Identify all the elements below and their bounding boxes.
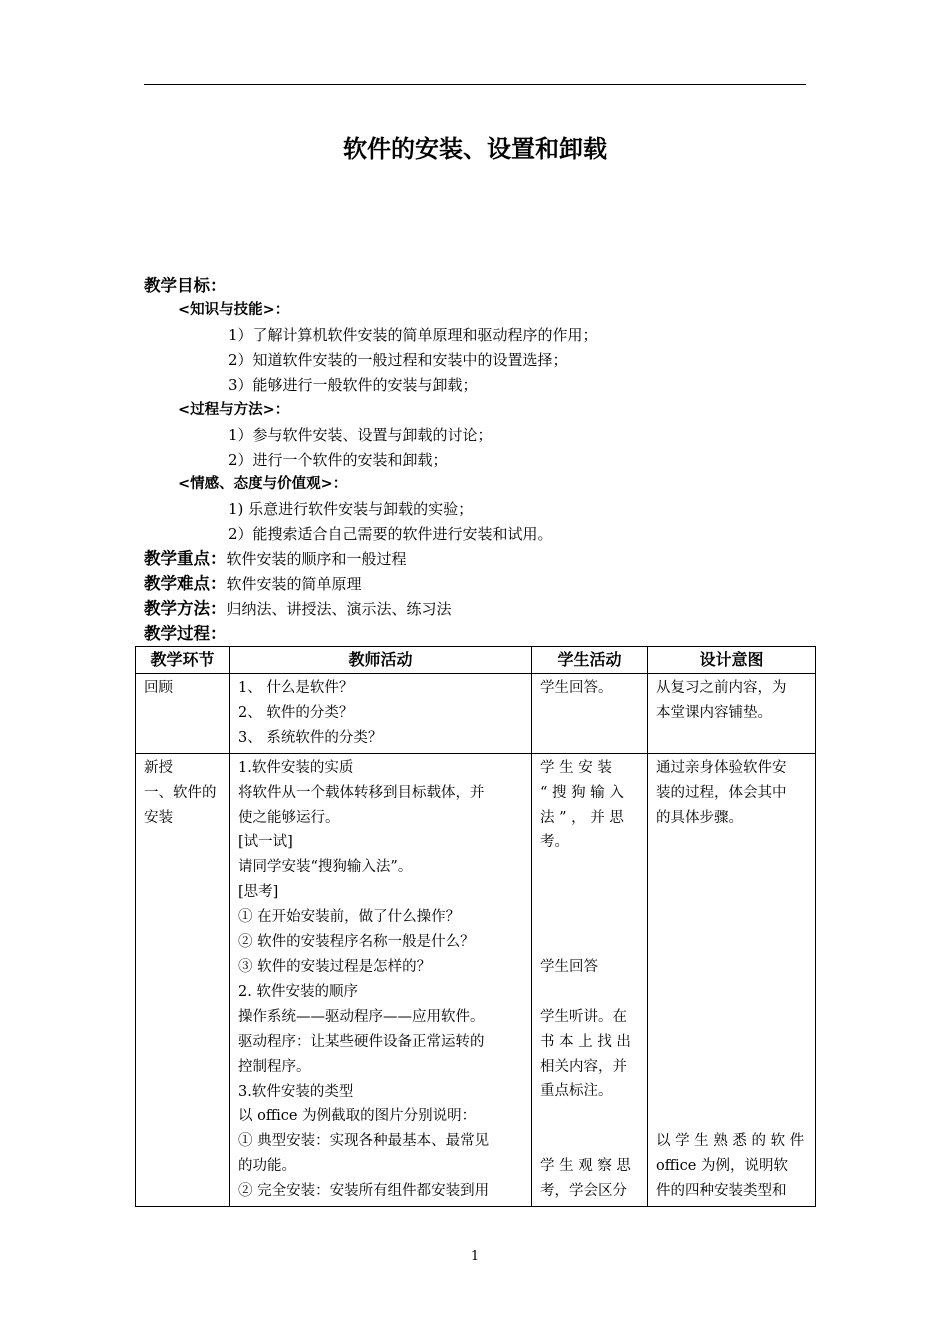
objective-item: 2）能搜索适合自己需要的软件进行安装和试用。 — [228, 525, 553, 543]
process-heading: 教学过程： — [144, 624, 227, 643]
objective-item: 3）能够进行一般软件的安装与卸载； — [228, 376, 478, 394]
table-row-new — [136, 753, 816, 1206]
teacher-line: [思考] — [238, 884, 279, 901]
intent-line: 装的过程，体会其中 — [656, 784, 787, 801]
column-header: 设计意图 — [648, 647, 816, 674]
teacher-line: 1.软件安装的实质 — [238, 759, 354, 776]
document-title: 软件的安装、设置和卸载 — [343, 135, 607, 163]
stage-cell — [136, 674, 230, 754]
student-line: 考，学会区分 — [540, 1183, 627, 1200]
teacher-line: 将软件从一个载体转移到目标载体，并 — [238, 784, 485, 801]
objective-item: 1）参与软件安装、设置与卸载的讨论； — [228, 426, 493, 444]
column-header: 学生活动 — [532, 647, 648, 674]
objective-item: 1）了解计算机软件安装的简单原理和驱动程序的作用； — [228, 326, 598, 344]
student-line: 学生回答。 — [540, 680, 613, 696]
column-header: 教师活动 — [230, 647, 532, 674]
method — [144, 597, 452, 621]
teacher-line: 3.软件安装的类型 — [238, 1083, 354, 1100]
teacher-line: ② 完全安装：安装所有组件都安装到用 — [238, 1183, 490, 1200]
objective-item: 2）知道软件安装的一般过程和安装中的设置选择； — [228, 351, 568, 369]
student-line: 学生回答 — [540, 958, 598, 975]
header-rule — [144, 84, 806, 85]
difficulty — [144, 572, 362, 596]
stage-text: 回顾 — [144, 680, 173, 696]
intent-line: 的具体步骤。 — [656, 809, 743, 826]
teacher-line: [试一试] — [238, 834, 293, 851]
objective-item: 2）进行一个软件的安装和卸载； — [228, 451, 448, 469]
teacher-line: 1、 什么是软件？ — [238, 680, 354, 696]
column-header: 教学环节 — [136, 647, 230, 674]
teacher-line: 2、 软件的分类？ — [238, 704, 354, 721]
teacher-line: 操作系统——驱动程序——应用软件。 — [238, 1008, 485, 1025]
teacher-cell — [230, 674, 532, 754]
teacher-line: 控制程序。 — [238, 1058, 311, 1075]
key-point-label: 教学重点： — [144, 549, 227, 568]
student-line: 相关内容，并 — [540, 1058, 627, 1075]
stage-text: 新授 — [144, 759, 173, 776]
teacher-line: 使之能够运行。 — [238, 809, 340, 826]
teacher-line: ② 软件的安装程序名称一般是什么？ — [238, 934, 475, 951]
method-label: 教学方法： — [144, 599, 227, 618]
objectives-heading: 教学目标： — [144, 276, 227, 295]
teacher-line: 请同学安装“搜狗输入法”。 — [238, 859, 413, 876]
intent-line: 以 学 生 熟 悉 的 软 件 — [656, 1133, 805, 1150]
objective-group-label: <过程与方法>： — [178, 402, 290, 418]
stage-text: 一、软件的 — [144, 784, 217, 801]
teacher-line: ③ 软件的安装过程是怎样的？ — [238, 958, 432, 975]
intent-line: 件的四种安装类型和 — [656, 1182, 787, 1199]
teacher-cell — [230, 753, 532, 1206]
teacher-line: 以 office 为例截取的图片分别说明： — [238, 1108, 477, 1125]
table-header-row — [136, 647, 816, 674]
objective-group-label: <知识与技能>： — [178, 302, 290, 318]
page-number: 1 — [470, 1249, 480, 1264]
difficulty-label: 教学难点： — [144, 574, 227, 593]
teacher-line: ① 典型安装：实现各种最基本、最常见 — [238, 1133, 490, 1150]
student-line: 学生听讲。在 — [540, 1008, 627, 1025]
student-line: 重点标注。 — [540, 1083, 613, 1100]
intent-line: 通过亲身体验软件安 — [656, 759, 787, 776]
student-line: 书 本 上 找 出 — [540, 1033, 631, 1050]
student-cell — [532, 753, 648, 1206]
student-line: 学 生 安 装 — [540, 759, 612, 776]
key-point — [144, 547, 407, 571]
student-line: 法 ” ， 并 思 — [540, 809, 624, 826]
teacher-line: 的功能。 — [238, 1158, 296, 1175]
objective-item: 1) 乐意进行软件安装与卸载的实验； — [228, 500, 474, 518]
student-line: 学 生 观 察 思 — [540, 1158, 631, 1175]
teacher-line: 2. 软件安装的顺序 — [238, 983, 358, 1000]
key-point-text: 软件安装的顺序和一般过程 — [226, 550, 407, 568]
intent-line: 从复习之前内容，为 — [656, 680, 787, 696]
teacher-line: 驱动程序：让某些硬件设备正常运转的 — [238, 1033, 485, 1050]
teacher-line: ① 在开始安装前，做了什么操作？ — [238, 909, 461, 926]
table-row-review — [136, 674, 816, 754]
objective-group-label: <情感、态度与价值观>： — [178, 476, 348, 492]
student-line: 考。 — [540, 834, 569, 851]
teacher-line: 3、 系统软件的分类？ — [238, 729, 383, 746]
intent-cell — [648, 674, 816, 754]
stage-cell — [136, 753, 230, 1206]
stage-text: 安装 — [144, 809, 173, 826]
student-cell — [532, 674, 648, 754]
difficulty-text: 软件安装的简单原理 — [226, 575, 362, 593]
intent-line: 本堂课内容铺垫。 — [656, 704, 772, 721]
intent-cell — [648, 753, 816, 1206]
teaching-process-table — [135, 646, 816, 1207]
method-text: 归纳法、讲授法、演示法、练习法 — [226, 600, 452, 618]
student-line: “ 搜 狗 输 入 — [540, 784, 624, 801]
intent-line: office 为例，说明软 — [656, 1158, 788, 1175]
